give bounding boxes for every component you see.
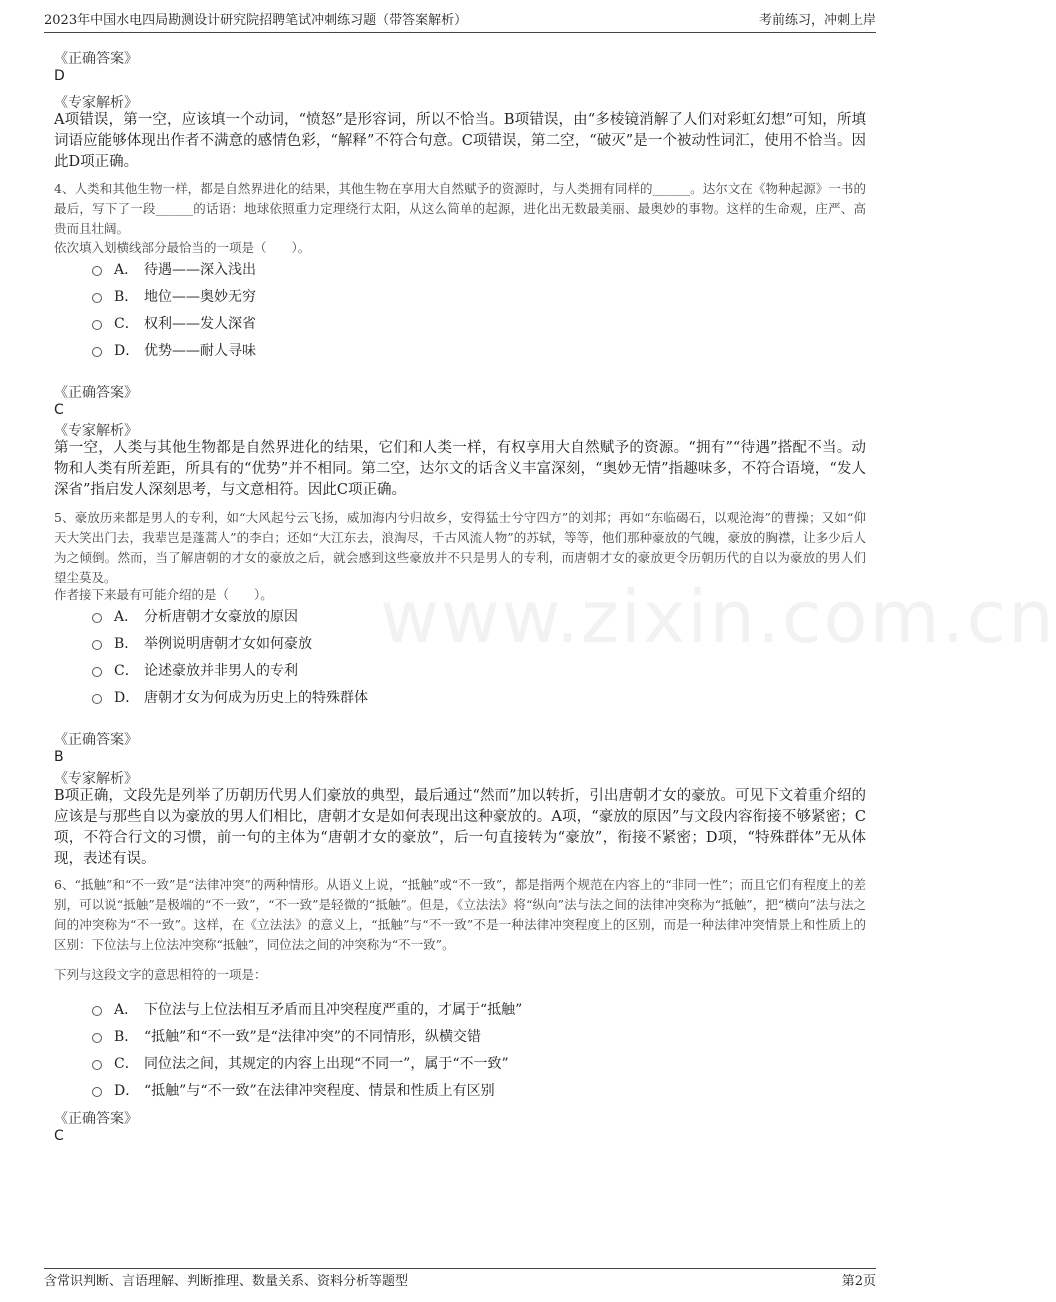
- answer-label: 《正确答案》: [54, 1111, 138, 1127]
- radio-icon[interactable]: [92, 1006, 102, 1016]
- q4-option-b[interactable]: B． 地位——奥妙无穷: [92, 286, 256, 308]
- q4-analysis: 第一空，人类与其他生物都是自然界进化的结果，它们和人类一样，有权享用大自然赋予的资源。“拥有”“待遇”搭配不当。动物和人类有所差距，所具有的“优势”并不相同。第二空，达尔文的话含义丰富深刻，“奥妙无情”指趣味多，不符合语境，“发人深省”指启发人深刻思考，与文意相符。因此C项正确。: [54, 440, 866, 498]
- answer-label: 《正确答案》: [54, 732, 138, 748]
- radio-icon[interactable]: [92, 293, 102, 303]
- analysis-label: 《专家解析》: [54, 95, 138, 111]
- q5-option-d[interactable]: D． 唐朝才女为何成为历史上的特殊群体: [92, 687, 368, 709]
- q6-question: 下列与这段文字的意思相符的一项是：: [54, 967, 267, 982]
- q6-option-d[interactable]: D． “抵触”与“不一致”在法律冲突程度、情景和性质上有区别: [92, 1080, 495, 1102]
- q5-option-c[interactable]: C． 论述豪放并非男人的专利: [92, 660, 298, 682]
- q6-stem: 6、“抵触”和“不一致”是“法律冲突”的两种情形。从语义上说，“抵触”或“不一致”，都是指两个规范在内容上的“非同一性”；而且它们有程度上的差别，可以说“抵触”是极端的“不一致”，“不一致”是轻微的“抵触”。但是，《立法法》将“纵向”法与法之间的法律冲突称为“抵触”，把“横向”法与法之间的冲突称为“不一致”。这样，在《立法法》的意义上，“抵触”与“不一致”不是一种法律冲突程度上的区别，而是一种法律冲突情景上和性质上的区别：下位法与上位法冲突称“抵触”，同位法之间的冲突称为“不一致”。: [54, 877, 866, 952]
- answer-label: 《正确答案》: [54, 51, 138, 67]
- header-slogan: 考前练习，冲刺上岸: [758, 13, 876, 28]
- radio-icon[interactable]: [92, 1033, 102, 1043]
- q4-stem: 4、人类和其他生物一样，都是自然界进化的结果，其他生物在享用大自然赋予的资源时，与人类拥有同样的______。达尔文在《物种起源》一书的最后，写下了一段______的话语：地球依照重力定理绕行太阳，从这么简单的起源，进化出无数最美丽、最奥妙的事物。这样的生命观，庄严、高贵而且壮阔。: [54, 181, 866, 236]
- radio-icon[interactable]: [92, 667, 102, 677]
- q3-analysis: A项错误，第一空，应该填一个动词，“愤怒”是形容词，所以不恰当。B项错误，由“多棱镜消解了人们对彩虹幻想”可知，所填词语应能够体现出作者不满意的感情色彩，“解释”不符合句意。C项错误，第二空，“破灭”是一个被动性词汇，使用不恰当。因此D项正确。: [54, 112, 866, 170]
- radio-icon[interactable]: [92, 694, 102, 704]
- page-header: [44, 10, 876, 33]
- radio-icon[interactable]: [92, 640, 102, 650]
- q5-question: 作者接下来最有可能介绍的是（ ）。: [54, 587, 273, 602]
- q5-analysis: B项正确，文段先是列举了历朝历代男人们豪放的典型，最后通过“然而”加以转折，引出唐朝才女的豪放。可见下文着重介绍的应该是与那些自以为豪放的男人们相比，唐朝才女是如何表现出这种豪放的。A项，“豪放的原因”与文段内容衔接不够紧密；C项，不符合行文的习惯，前一句的主体为“唐朝才女的豪放”，后一句直接转为“豪放”，衔接不紧密；D项，“特殊群体”无从体现，表述有误。: [54, 788, 866, 867]
- q6-option-c[interactable]: C． 同位法之间，其规定的内容上出现“不同一”，属于“不一致”: [92, 1053, 509, 1075]
- page-number: 第2页: [841, 1274, 876, 1289]
- q4-option-d[interactable]: D． 优势——耐人寻味: [92, 340, 256, 362]
- analysis-label: 《专家解析》: [54, 423, 138, 439]
- radio-icon[interactable]: [92, 613, 102, 623]
- radio-icon[interactable]: [92, 320, 102, 330]
- analysis-label: 《专家解析》: [54, 771, 138, 787]
- q6-answer: C: [54, 1128, 64, 1144]
- page-footer: [44, 1268, 876, 1291]
- radio-icon[interactable]: [92, 266, 102, 276]
- radio-icon[interactable]: [92, 1087, 102, 1097]
- q5-stem: 5、豪放历来都是男人的专利，如“大风起兮云飞扬，威加海内兮归故乡，安得猛士兮守四方”的刘邦；再如“东临碣石，以观沧海”的曹操；又如“仰天大笑出门去，我辈岂是蓬蒿人”的李白；还如“大江东去，浪淘尽，千古风流人物”的苏轼，等等，他们那种豪放的气魄，豪放的胸襟，让多少后人为之倾倒。然而，当了解唐朝的才女的豪放之后，就会感到这些豪放并不只是男人的专利，而唐朝才女的豪放更令历朝历代的自以为豪放的男人们望尘莫及。: [54, 510, 866, 585]
- radio-icon[interactable]: [92, 1060, 102, 1070]
- footer-note: 含常识判断、言语理解、判断推理、数量关系、资料分析等题型: [44, 1274, 409, 1289]
- watermark: www.zixin.com.cn: [380, 575, 1056, 659]
- q3-answer: D: [54, 68, 65, 84]
- q6-option-b[interactable]: B． “抵触”和“不一致”是“法律冲突”的不同情形，纵横交错: [92, 1026, 481, 1048]
- q5-answer: B: [54, 749, 64, 765]
- q4-option-a[interactable]: A． 待遇——深入浅出: [92, 259, 256, 281]
- q6-option-a[interactable]: A． 下位法与上位法相互矛盾而且冲突程度严重的，才属于“抵触”: [92, 999, 522, 1021]
- answer-label: 《正确答案》: [54, 385, 138, 401]
- q5-option-a[interactable]: A． 分析唐朝才女豪放的原因: [92, 606, 298, 628]
- radio-icon[interactable]: [92, 347, 102, 357]
- q5-option-b[interactable]: B． 举例说明唐朝才女如何豪放: [92, 633, 312, 655]
- document-title: 2023年中国水电四局勘测设计研究院招聘笔试冲刺练习题（带答案解析）: [44, 13, 468, 28]
- q4-option-c[interactable]: C． 权利——发人深省: [92, 313, 256, 335]
- q4-answer: C: [54, 402, 64, 418]
- q4-question: 依次填入划横线部分最恰当的一项是（ ）。: [54, 240, 311, 255]
